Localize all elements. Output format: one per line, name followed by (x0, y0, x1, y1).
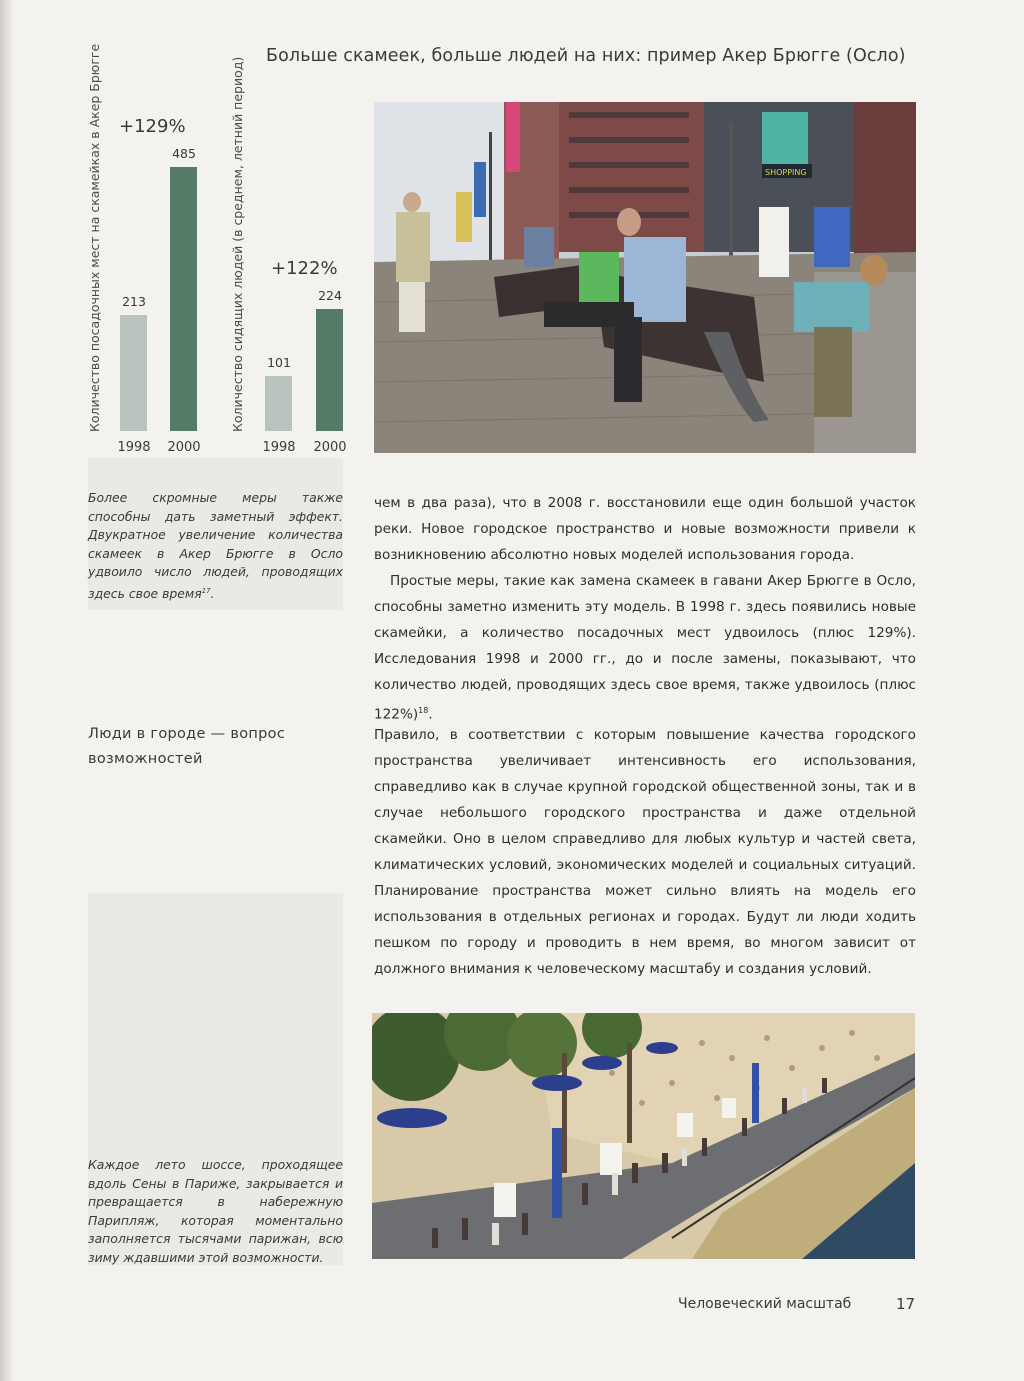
side-heading: Люди в городе — вопрос возможностей (88, 726, 286, 767)
body-text-top (374, 490, 916, 728)
chart-seats-xtick-1998: 1998 (117, 440, 151, 455)
paragraph-2-end: . (428, 706, 433, 723)
chart-seats-change: +129% (119, 116, 186, 137)
chart-seats (84, 40, 224, 460)
caption-paris-plage: Каждое лето шоссе, проходящее вдоль Сены в Париже, закрывается и превращается в набережную Парипляж, которая моментально заполняется тысячами парижан, всю зиму ждавшими этой возможности. (88, 1157, 343, 1265)
chart-people (228, 40, 368, 460)
chart-people-ylabel: Количество сидящих людей (в среднем, летний период) (230, 56, 245, 432)
paragraph-3: Правило, в соответствии с которым повышение качества городского пространства увеличивает интенсивность его использования, справедливо как в случае крупной городской общественной зоны, так и в случае небольшого городского пространства и даже отдельной скамейки. Оно в целом справедливо для любых культур и частей света, климатических условий, экономических моделей и социальных ситуаций. Планирование пространства может сильно влиять на модель его использования в отдельных регионах и городах. Будут ли люди ходить пешком по городу и проводить в нем время, во многом зависит от должного внимания к человеческому масштабу и создания условий. (374, 727, 916, 977)
chart-people-xtick-2000: 2000 (313, 440, 347, 455)
chart-seats-bar-1998 (120, 315, 147, 431)
chart-seats-bar-2000 (170, 167, 197, 431)
photo-paris-plage (372, 1013, 915, 1259)
chart-seats-xtick-2000: 2000 (167, 440, 201, 455)
page-title: Больше скамеек, больше людей на них: пример Акер Брюгге (Осло) (266, 46, 906, 66)
shopping-sign: SHOPPING (765, 168, 807, 177)
chart-people-value-2000: 224 (318, 288, 342, 304)
caption-benches: Более скромные меры также способны дать заметный эффект. Двукратное увеличение количества скамеек в Акер Брюгге в Осло удвоило число людей, проводящих здесь свое время$^{17}$. (88, 490, 343, 602)
chart-seats-value-1998: 213 (122, 294, 146, 310)
chart-seats-ylabel: Количество посадочных мест на скамейках в Акер Брюгге (87, 43, 102, 432)
footer-title: Человеческий масштаб (678, 1296, 852, 1312)
chart-people-xtick-1998: 1998 (262, 440, 296, 455)
chart-people-change: +122% (271, 258, 338, 279)
chart-seats-value-2000: 485 (172, 146, 196, 161)
photo-aker-brygge (374, 102, 916, 453)
caption-benches-text: Более скромные меры также способны дать заметный эффект. Двукратное увеличение количества скамеек в Акер Брюгге в Осло удвоило число людей, проводящих здесь свое время (88, 490, 343, 602)
body-text-bottom (374, 722, 916, 982)
paragraph-1: чем в два раза), что в 2008 г. восстановили еще один большой участок реки. Новое городское пространство и новые возможности привели к возникновению абсолютно новых моделей использования города. (374, 495, 916, 563)
page-number: 17 (896, 1295, 916, 1313)
chart-people-bar-2000 (316, 309, 343, 431)
paragraph-2 (374, 568, 916, 728)
paragraph-2-ref: 18 (418, 706, 429, 715)
paragraph-2-text: Простые меры, такие как замена скамеек в гавани Акер Брюгге в Осло, способны заметно изменить эту модель. В 1998 г. здесь появились новые скамейки, а количество посадочных мест удвоилось (плюс 129%). Исследования 1998 и 2000 гг., до и после замены, показывают, что количество людей, проводящих здесь свое время, также удвоилось (плюс 122%) (374, 573, 916, 723)
chart-people-bar-1998 (265, 376, 292, 431)
caption-benches-ref: 17 (201, 586, 211, 595)
chart-people-value-1998: 101 (267, 355, 291, 371)
page-edge (0, 0, 14, 1381)
